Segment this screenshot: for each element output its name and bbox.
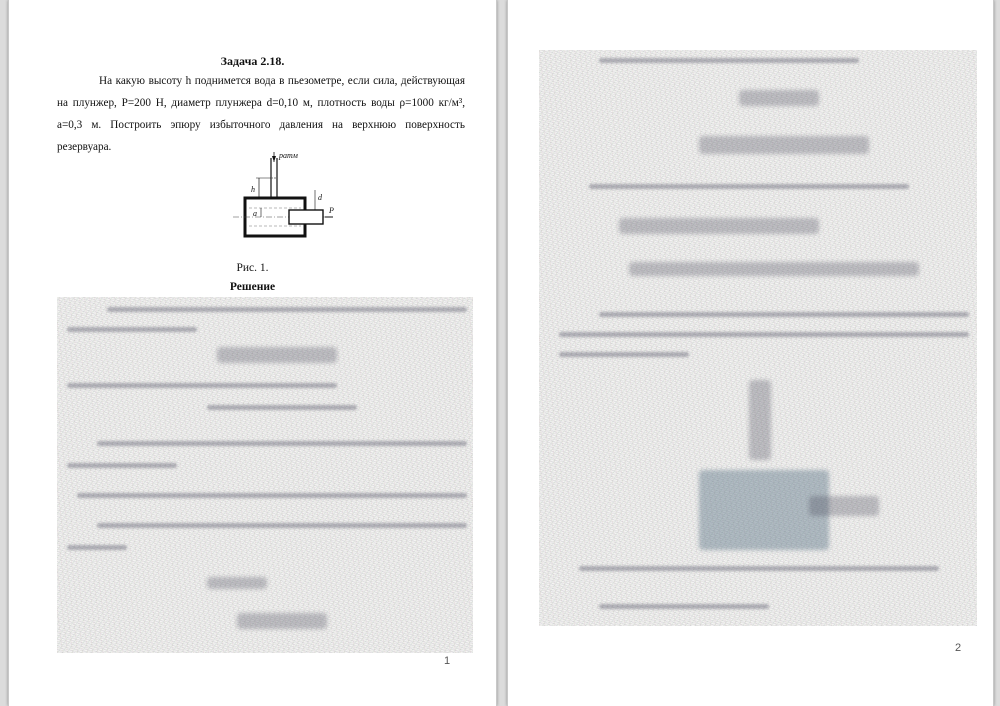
page-number: 1 [444, 655, 451, 667]
document-page-2 [507, 0, 994, 706]
problem-text: На какую высоту h поднимется вода в пьезометре, если сила, действующая на плунжер, P=200 Н, диаметр плунжера d=0,10 м, плотность воды ρ=1000 кг/м³, a=0,3 м. Построить эпюру избыточного давления на верхнюю поверхность резервуара. [57, 75, 465, 153]
problem-statement [57, 70, 465, 158]
figure-caption: Рис. 1. [236, 262, 269, 274]
label-d: d [318, 193, 322, 202]
solution-heading: Решение [229, 281, 276, 293]
label-a: a [253, 209, 257, 218]
label-P: P [329, 206, 334, 215]
page-number: 2 [955, 642, 962, 654]
task-title: Задача 2.18. [220, 54, 285, 68]
plunger-diagram [229, 150, 339, 246]
obscured-content-region [539, 50, 977, 626]
document-page-1 [8, 0, 497, 706]
label-h: h [251, 185, 255, 194]
label-patm: pатм [279, 151, 298, 160]
obscured-solution-region [57, 297, 473, 653]
